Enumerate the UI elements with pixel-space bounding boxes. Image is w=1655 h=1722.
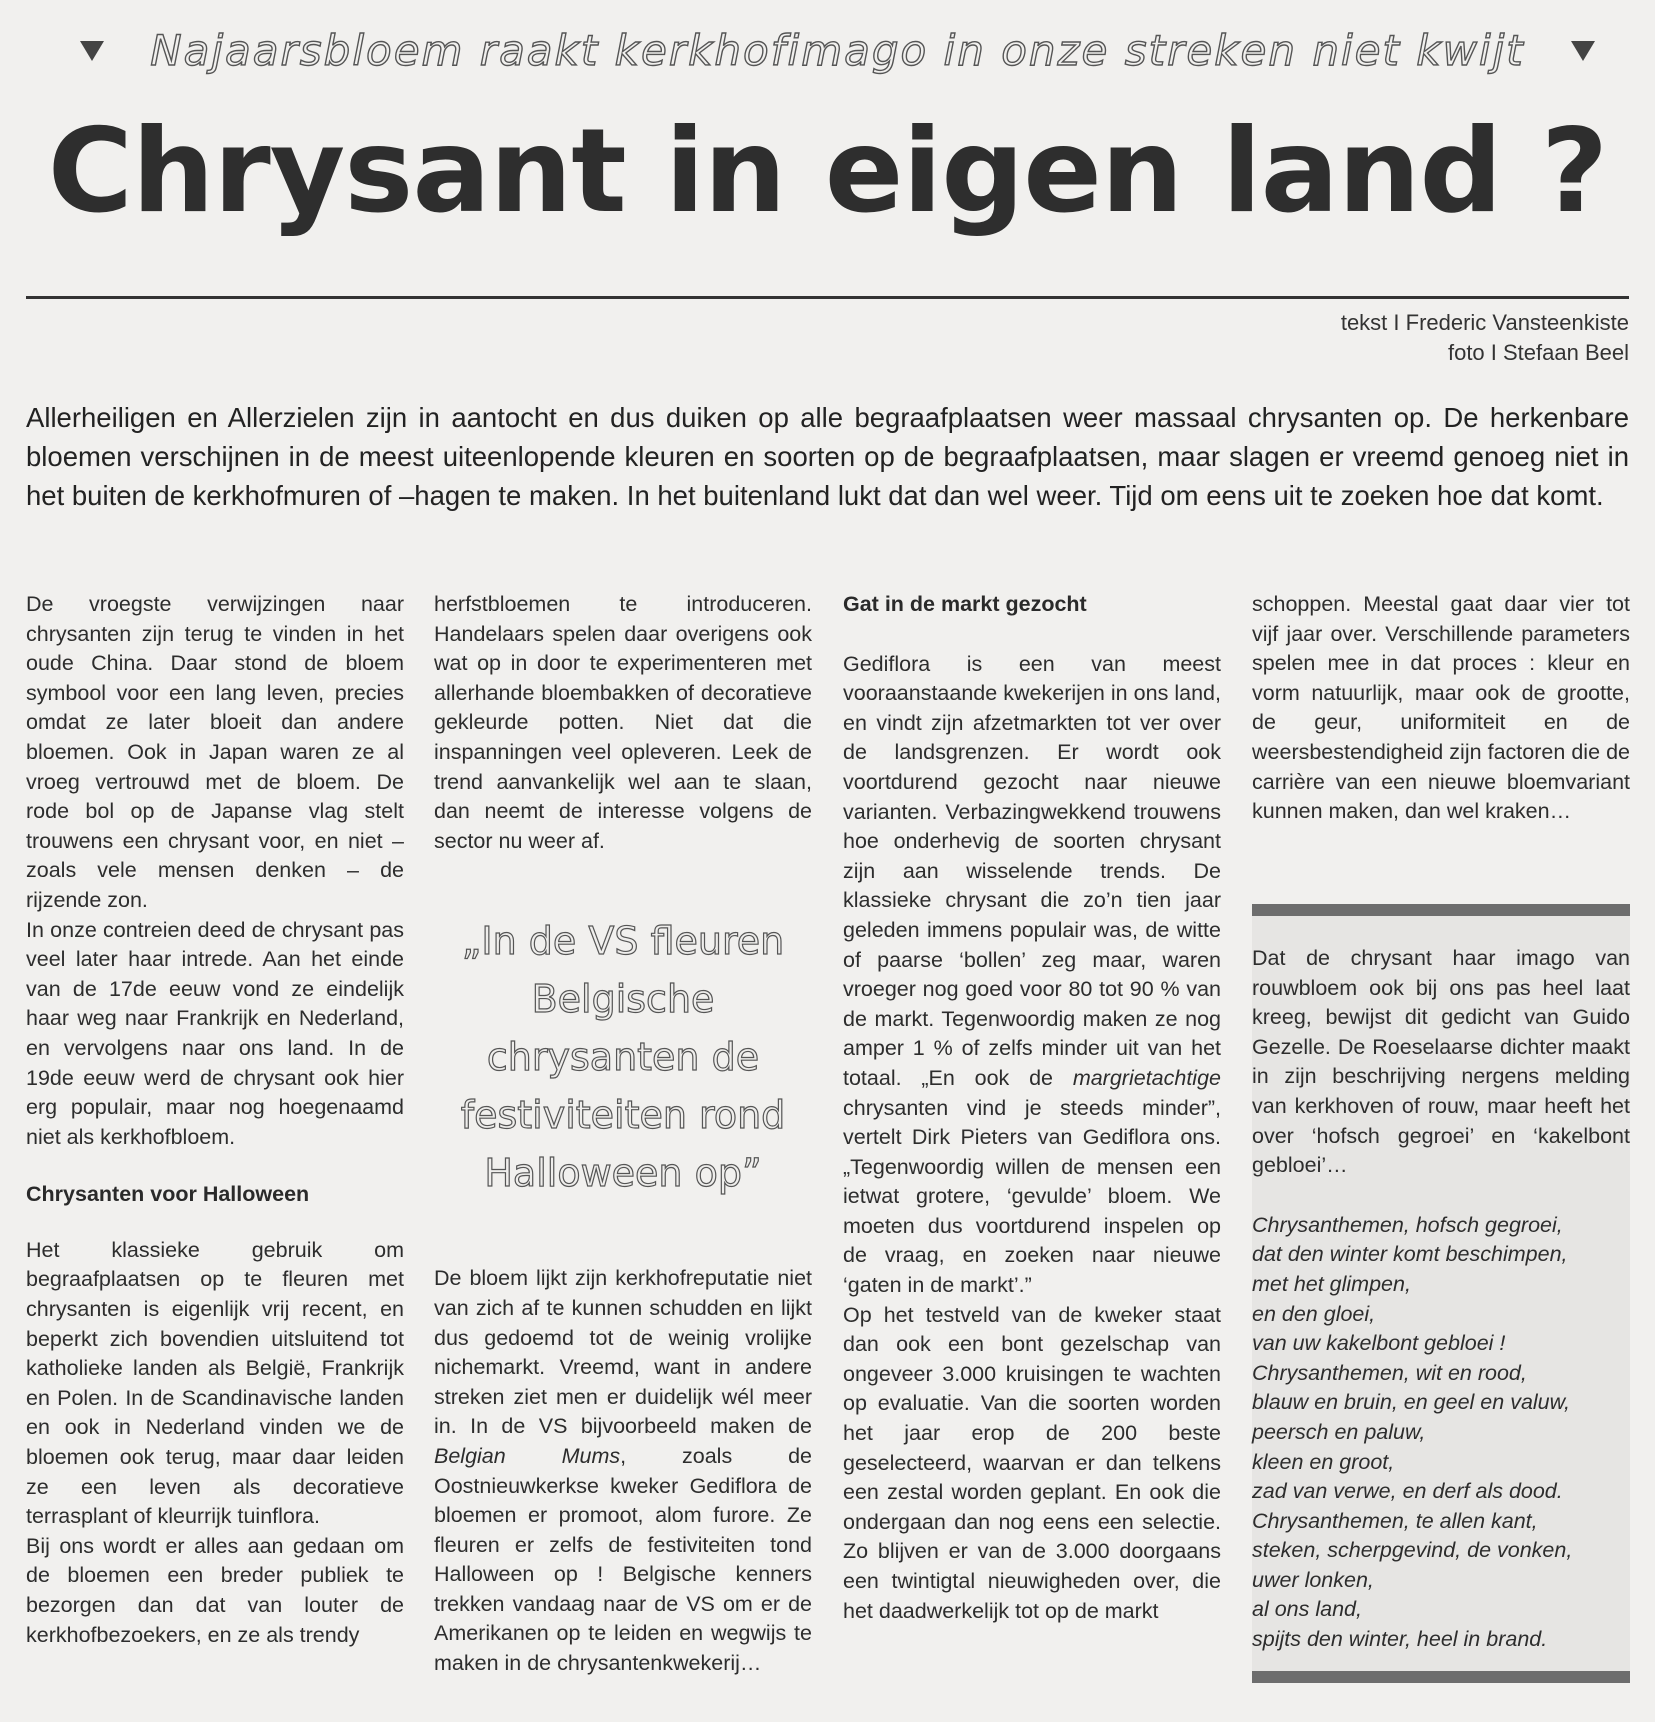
pull-quote: „In de VS fleuren Belgische chrysanten de festiviteiten rond Halloween op” — [460, 919, 786, 1196]
poem-box — [1252, 904, 1630, 1683]
poem-box-bottom-bar — [1252, 1671, 1630, 1683]
poem-line: Chrysanthemen, te allen kant, — [1252, 1508, 1538, 1533]
col2-emphasis: Belgian Mums — [434, 1443, 621, 1468]
subheading-halloween: Chrysanten voor Halloween — [26, 1182, 310, 1207]
kicker-row — [80, 26, 1595, 75]
col1-paragraph-2: In onze contreien deed de chrysant pas veel later haar intrede. Aan het einde van de 17de eeuw vond ze eindelijk haar weg naar Frankrijk en Nederland, en vervolgens naar ons land. In de 19de eeuw werd de chrysant ook hier erg populair, maar nog hoegenaamd niet als kerkhofbloem. — [26, 917, 404, 1149]
column-4 — [1252, 590, 1630, 827]
poem-line: zad van verwe, en derf als dood. — [1252, 1479, 1563, 1504]
intro-paragraph: Allerheiligen en Allerzielen zijn in aantocht en dus duiken op alle begraafplaatsen weer massaal chrysanten op. De herkenbare bloemen verschijnen in de meest uiteenlopende kleuren en soorten op de begraafplaatsen, maar slagen er vreemd genoeg niet in het buiten de kerkhofmuren of –hagen te maken. In het buitenland lukt dat dan wel weer. Tijd om eens uit te zoeken hoe dat komt. — [26, 402, 1629, 511]
poem-line: Chrysanthemen, hofsch gegroei, — [1252, 1212, 1563, 1237]
kicker: Najaarsbloem raakt kerkhofimago in onze streken niet kwijt — [150, 26, 1525, 75]
credit-photo: foto I Stefaan Beel — [1447, 340, 1629, 365]
poem-line: peersch en paluw, — [1252, 1419, 1426, 1444]
poem-line: dat den winter komt beschimpen, — [1252, 1242, 1568, 1267]
column-1 — [26, 590, 404, 1650]
column-3 — [843, 590, 1221, 1626]
poem — [1252, 1211, 1630, 1655]
col4-paragraph-1: schoppen. Meestal gaat daar vier tot vijf jaar over. Verschillende parameters spelen mee in dat proces : kleur en vorm natuurlijk, maar ook de grootte, de geur, uniformiteit en de weersbestendigheid zijn factoren die de carrière van een nieuwe bloemvariant kunnen maken, dan wel kraken… — [1252, 592, 1630, 824]
col2-text-b: , zoals de Oostnieuwkerkse kweker Gediflora de bloemen er promoot, alom furore. Ze fleuren er zelfs de festiviteiten tond Halloween op ! Belgische kenners trekken vandaag naar de VS om er de Amerikanen op te leiden en wegwijs te maken in de chrysantenkwekerij… — [434, 1443, 812, 1676]
poem-line: uwer lonken, — [1252, 1567, 1374, 1592]
poem-line: al ons land, — [1252, 1597, 1362, 1622]
col1-paragraph-1: De vroegste verwijzingen naar chrysanten zijn terug te vinden in het oude China. Daar stond de bloem symbool voor een lang leven, precies omdat ze later bloeit dan andere bloemen. Ook in Japan waren ze al vroeg vertrouwd met de bloem. De rode bol op de Japanse vlag stelt trouwens een chrysant voor, en niet –zoals vele mensen denken – de rijzende zon. — [26, 592, 404, 912]
headline: Chrysant in eigen land ? — [47, 104, 1608, 239]
triangle-right-icon — [1571, 41, 1595, 61]
col3-text-b: chrysanten vind je steeds minder”, vertelt Dirk Pieters van Gediflora ons. „Tegenwoordig willen de mensen een ietwat grotere, ‘gevulde’ bloem. We moeten dus voortdurend inspelen op de vraag, en zoeken naar nieuwe ‘gaten in de markt’.” — [843, 1095, 1221, 1298]
poem-box-top-bar — [1252, 904, 1630, 916]
col1-paragraph-3: Het klassieke gebruik om begraafplaatsen op te fleuren met chrysanten is eigenlijk vrij recent, en beperkt zich bovendien uitsluitend tot katholieke landen als België, Frankrijk en Polen. In de Scandinavische landen en ook in Nederland vinden we de bloemen ook terug, maar daar leiden ze een leven als decoratieve terrasplant of kleurrijk tuinflora. — [26, 1237, 404, 1529]
headline-rule — [26, 296, 1629, 299]
col3-paragraph-1 — [843, 650, 1221, 1301]
poem-line: blauw en bruin, en geel en valuw, — [1252, 1390, 1570, 1415]
poem-line: steken, scherpgevind, de vonken, — [1252, 1538, 1573, 1563]
poem-line: met het glimpen, — [1252, 1271, 1411, 1296]
poem-line: kleen en groot, — [1252, 1449, 1395, 1474]
col3-paragraph-2: Op het testveld van de kweker staat dan ook een bont gezelschap van ongeveer 3.000 kruisingen te wachten op evaluatie. Van die soorten worden het jaar erop de 200 beste geselecteerd, waarvan er dan telkens een zestal worden geplant. En ook die ondergaan dan nog eens een selectie. Zo blijven er van de 3.000 doorgaans een twintigtal nieuwigheden over, die het daadwerkelijk tot op de markt — [843, 1302, 1221, 1623]
poem-line: Chrysanthemen, wit en rood, — [1252, 1360, 1527, 1385]
triangle-left-icon — [80, 41, 104, 61]
poem-box-body — [1252, 916, 1630, 1671]
poem-line: en den gloei, — [1252, 1301, 1376, 1326]
column-2 — [434, 590, 812, 1679]
col2-paragraph-1: herfstbloemen te introduceren. Handelaars spelen daar overigens ook wat op in door te experimenteren met allerhande bloembakken of decoratieve gekleurde potten. Niet dat die inspanningen veel opleveren. Leek de trend aanvankelijk wel aan te slaan, dan neemt de interesse volgens de sector nu weer af. — [434, 592, 812, 853]
poem-line: van uw kakelbont gebloei ! — [1252, 1331, 1506, 1356]
credit-text: tekst I Frederic Vansteenkiste — [1340, 310, 1629, 335]
col2-paragraph-2 — [434, 1264, 812, 1678]
credits — [1341, 308, 1629, 368]
poem-intro: Dat de chrysant haar imago van rouwbloem ook bij ons pas heel laat kreeg, bewijst dit gedicht van Guido Gezelle. De Roeselaarse dichter maakt in zijn beschrijving nergens melding van kerkhoven of rouw, maar heeft het over ‘hofsch gegroei’ en ‘kakelbont gebloei’… — [1252, 946, 1630, 1178]
col2-text-a: De bloem lijkt zijn kerkhofreputatie niet van zich af te kunnen schudden en lijkt dus gedoemd tot de weinig vrolijke nichemarkt. Vreemd, want in andere streken ziet men er duidelijk wél meer in. In de VS bijvoorbeeld maken de — [434, 1266, 812, 1439]
poem-line: spijts den winter, heel in brand. — [1252, 1627, 1548, 1652]
subheading-gat-in-de-markt: Gat in de markt gezocht — [843, 592, 1087, 616]
col1-paragraph-4: Bij ons wordt er alles aan gedaan om de bloemen een breder publiek te bezorgen dan dat van louter de kerkhofbezoekers, en ze als trendy — [26, 1533, 404, 1647]
col3-text-a: Gediflora is een van meest vooraanstaande kwekerijen in ons land, en vindt zijn afzetmarkten tot ver over de landsgrenzen. Er wordt ook voortdurend gezocht naar nieuwe varianten. Verbazingwekkend trouwens hoe onderhevig de soorten chrysant zijn aan wisselende trends. De klassieke chrysant die zo’n tien jaar geleden immens populair was, de witte of paarse ‘bollen’ zeg maar, waren vroeger nog goed voor 80 tot 90 % van de markt. Tegenwoordig maken ze nog amper 1 % of zelfs minder uit van het totaal. „En ook de — [843, 651, 1221, 1090]
col3-emphasis: margrietachtige — [1072, 1065, 1221, 1090]
